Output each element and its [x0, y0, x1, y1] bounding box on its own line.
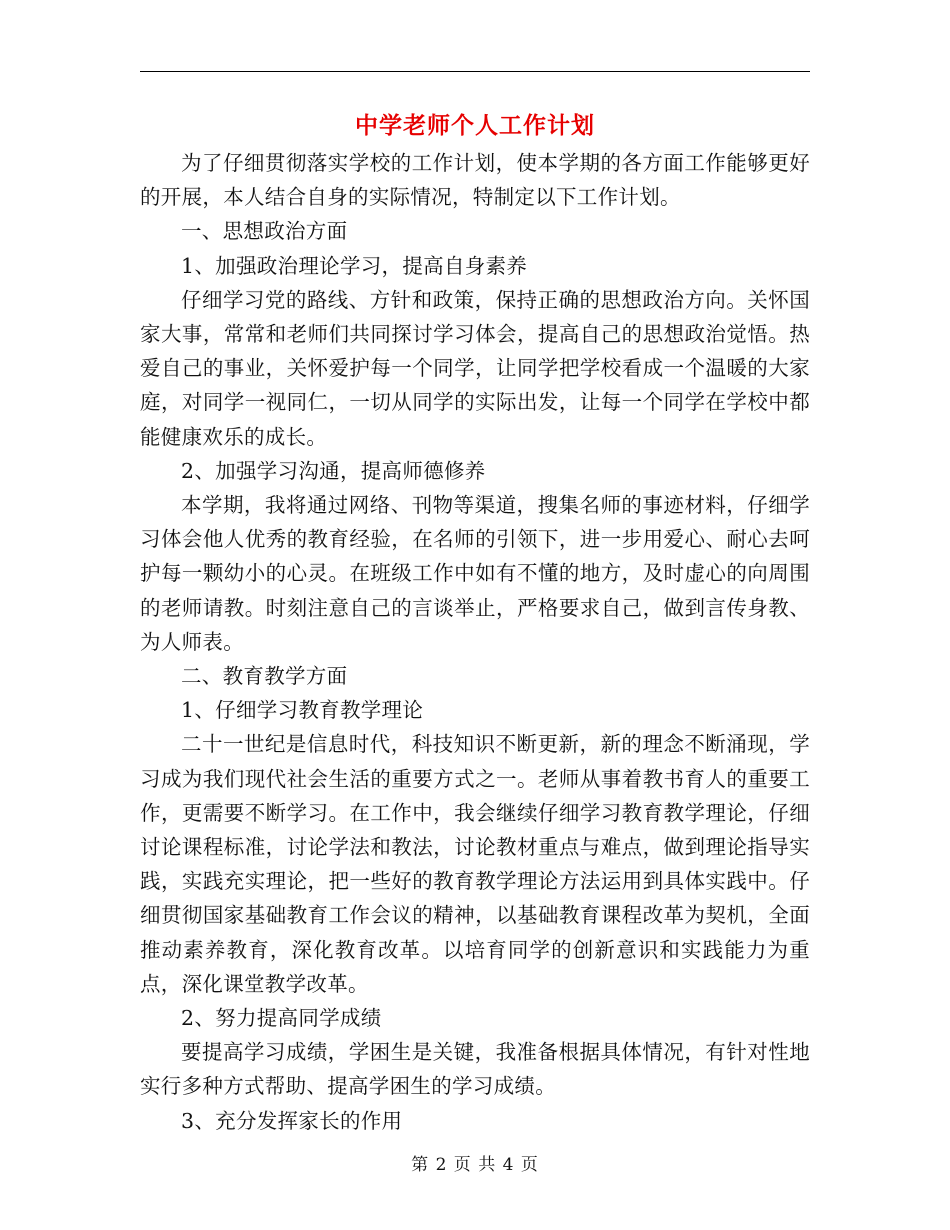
section-heading-ideology: 一、思想政治方面 [181, 219, 348, 244]
subsection-heading-ethics: 2、加强学习沟通，提高师德修养 [181, 458, 486, 483]
page-number-footer: 第 2 页 共 4 页 [411, 1155, 539, 1175]
section-heading-teaching: 二、教育教学方面 [181, 664, 348, 689]
document-title: 中学老师个人工作计划 [355, 112, 595, 139]
paragraph-grades: 要提高学习成绩，学困生是关键，我准备根据具体情况，有针对性地实行多种方式帮助、提高学困生的学习成绩。 [140, 1040, 810, 1099]
intro-paragraph: 为了仔细贯彻落实学校的工作计划，使本学期的各方面工作能够更好的开展，本人结合自身的实际情况，特制定以下工作计划。 [140, 151, 810, 210]
paragraph-ethics: 本学期，我将通过网络、刊物等渠道，搜集名师的事迹材料，仔细学习体会他人优秀的教育经验，在名师的引领下，进一步用爱心、耐心去呵护每一颗幼小的心灵。在班级工作中如有不懂的地方，及时虚心的向周围的老师请教。时刻注意自己的言谈举止，严格要求自己，做到言传身教、为人师表。 [140, 493, 810, 654]
paragraph-theory: 二十一世纪是信息时代，科技知识不断更新，新的理念不断涌现，学习成为我们现代社会生活的重要方式之一。老师从事着教书育人的重要工作，更需要不断学习。在工作中，我会继续仔细学习教育教学理论，仔细讨论课程标准，讨论学法和教法，讨论教材重点与难点，做到理论指导实践，实践充实理论，把一些好的教育教学理论方法运用到具体实践中。仔细贯彻国家基础教育工作会议的精神，以基础教育课程改革为契机，全面推动素养教育，深化教育改革。以培育同学的创新意识和实践能力为重点，深化课堂教学改革。 [140, 732, 810, 996]
subsection-heading-political-study: 1、加强政治理论学习，提高自身素养 [181, 253, 528, 278]
subsection-heading-parents: 3、充分发挥家长的作用 [181, 1108, 403, 1133]
header-rule [140, 71, 810, 72]
paragraph-political-study: 仔细学习党的路线、方针和政策，保持正确的思想政治方向。关怀国家大事，常常和老师们共同探讨学习体会，提高自己的思想政治觉悟。热爱自己的事业，关怀爱护每一个同学，让同学把学校看成一个温暖的大家庭，对同学一视同仁，一切从同学的实际出发，让每一个同学在学校中都能健康欢乐的成长。 [140, 287, 810, 449]
subsection-heading-theory: 1、仔细学习教育教学理论 [181, 698, 424, 723]
document-body [140, 146, 810, 1138]
subsection-heading-grades: 2、努力提高同学成绩 [181, 1006, 382, 1031]
